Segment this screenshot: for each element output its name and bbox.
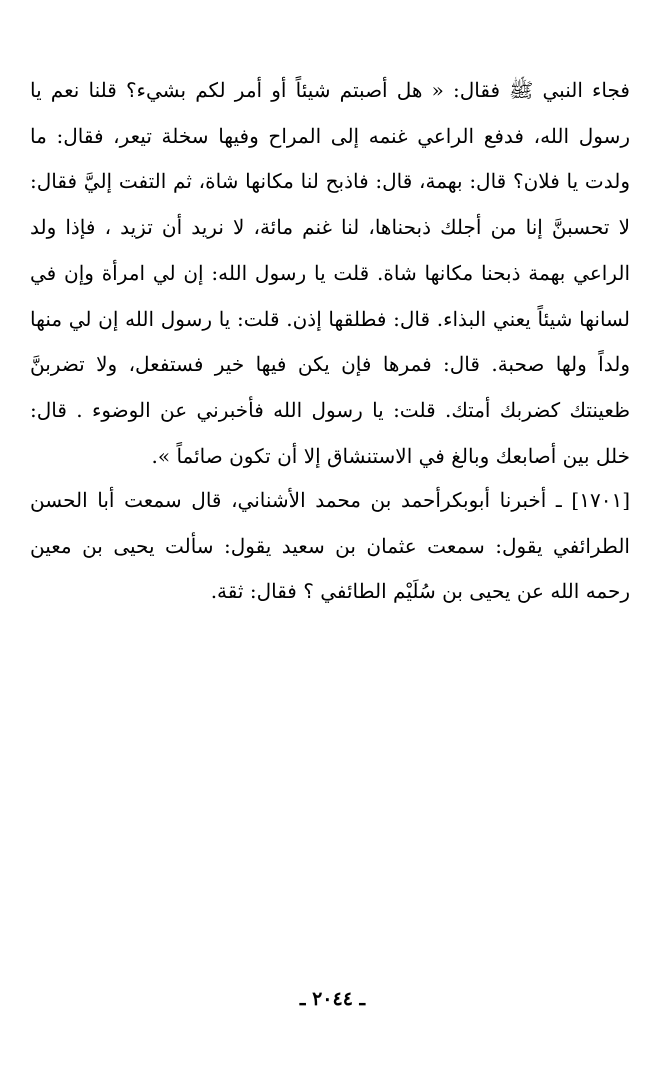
page-number: ـ ٢٠٤٤ ـ (299, 988, 366, 1010)
main-text (30, 68, 630, 479)
narration-paragraph: [١٧٠١] ـ أخبرنا أبوبكرأحمد بن محمد الأشناني، قال سمعت أبا الحسن الطرائفي يقول: سمعت عثمان بن سعيد يقول: سألت يحيى بن معين رحمه الله عن يحيى بن سُلَيْم الطائفي ؟ فقال: ثقة. (30, 488, 630, 603)
hadith-paragraph: فجاء النبي ﷺ فقال: « هل أصبتم شيئاً أو أمر لكم بشيء؟ قلنا نعم يا رسول الله، فدفع الراعي غنمه إلى المراح وفيها سخلة تيعر، فقال: ما ولدت يا فلان؟ قال: بهمة، قال: فاذبح لنا مكانها شاة، ثم التفت إليَّ فقال: لا تحسبنَّ إنا من أجلك ذبحناها، لنا غنم مائة، لا نريد أن تزيد ، فإذا ولد الراعي بهمة ذبحنا مكانها شاة. قلت يا رسول الله: إن لي امرأة وإن في لسانها شيئاً يعني البذاء. قال: فطلقها إذن. قلت: يا رسول الله إن لي منها ولداً ولها صحبة. قال: فمرها فإن يكن فيها خير فستفعل، ولا تضربنَّ ظعينتك كضربك أمتك. قلت: يا رسول الله فأخبرني عن الوضوء . قال: خلل بين أصابعك وبالغ في الاستنشاق إلا أن تكون صائماً ». (30, 78, 630, 468)
